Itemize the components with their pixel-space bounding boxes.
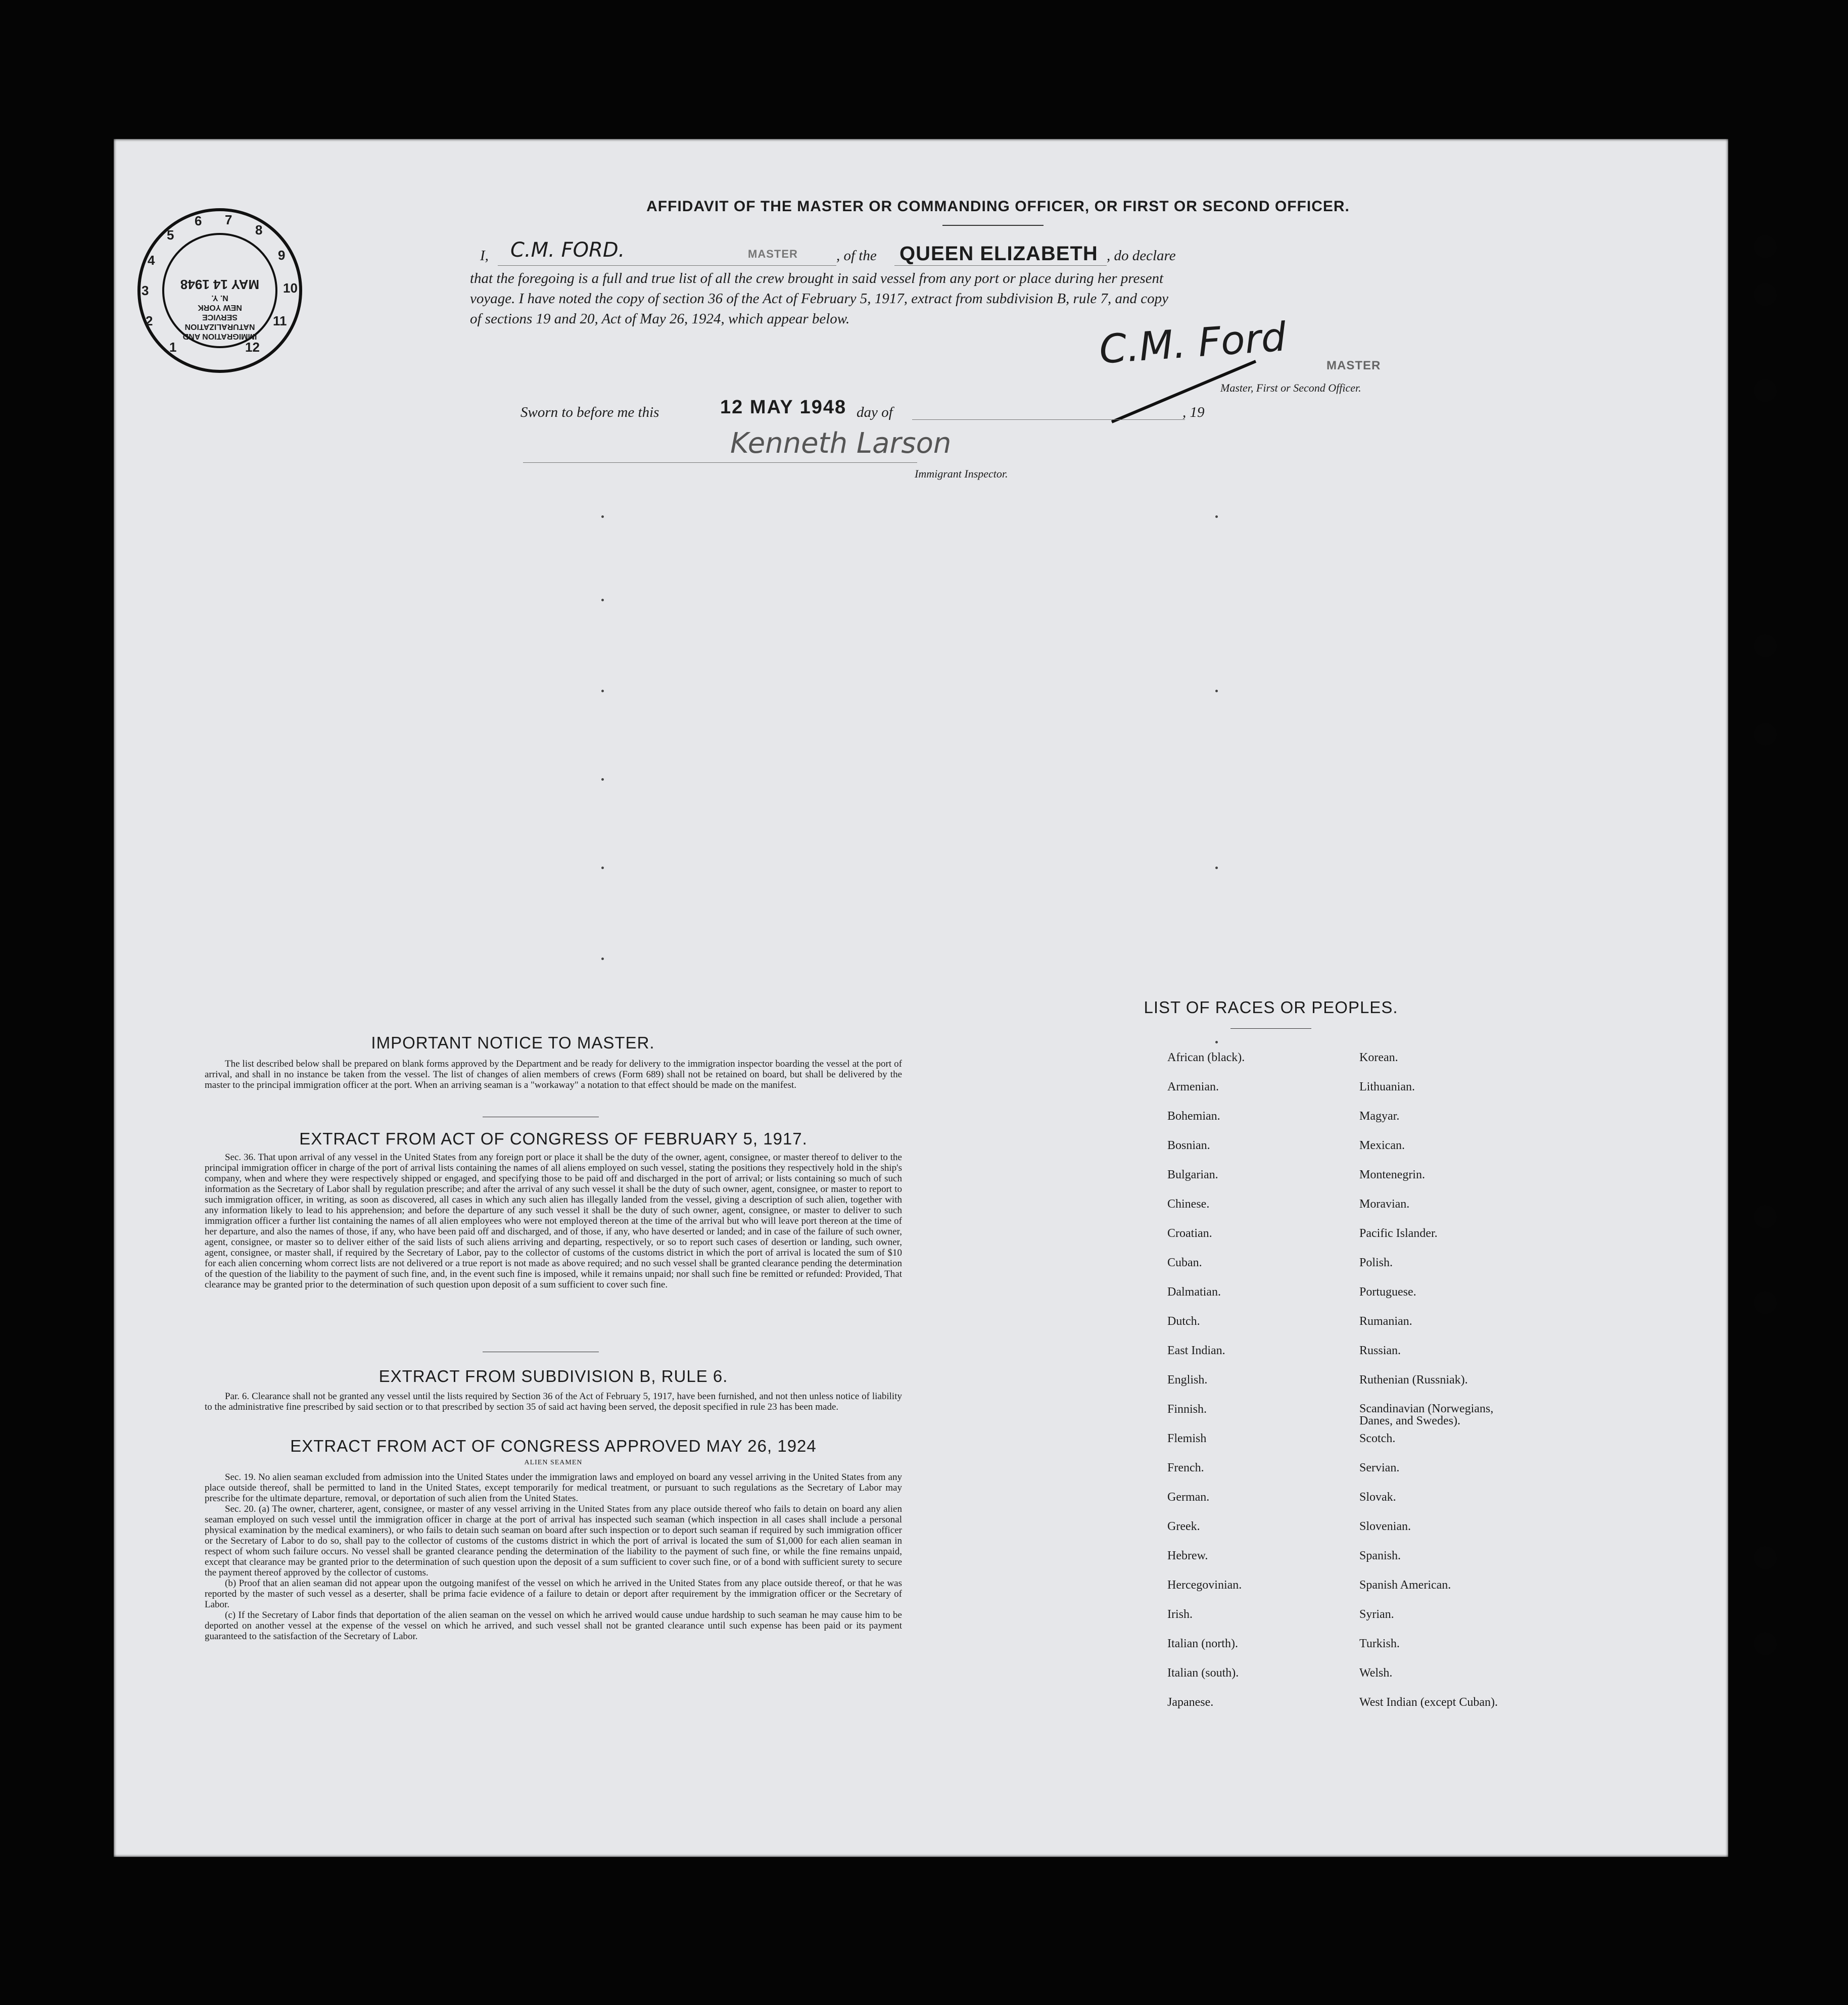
race-entry: Magyar. [1359, 1110, 1400, 1123]
race-entry: Portuguese. [1359, 1285, 1416, 1299]
races-title-underline [1230, 1028, 1311, 1029]
stamp-number: 5 [167, 227, 174, 243]
race-entry: Slovenian. [1359, 1520, 1411, 1533]
race-entry: Finnish. [1167, 1403, 1207, 1416]
bleed-through-mark [601, 867, 604, 869]
race-entry: Scotch. [1359, 1432, 1396, 1445]
stamp-number: 7 [225, 212, 232, 227]
sec-20a-text: Sec. 20. (a) The owner, charterer, agent, consignee, or master of any vessel arriving in the United States from any place outside thereof who fails to detain on board any alien seaman employed on such vessel until the immigration officer in charge at the port of arrival has inspected such seaman (which inspection in all cases shall include a personal physical examination by the medical examiners), or who fails to detain such seaman on board after such inspection or to deport such seaman if required by such immigration officer or the Secretary of Labor to do so, shall pay to the collector of customs of the customs district in which the port of arrival is located the sum of $1,000 for each alien seaman in respect of whom such failure occurs. No vessel shall be granted clearance pending the determination of the liability to the payment of such fine, or while the fine remains unpaid, except that clearance may be granted prior to the determination of such question upon the deposit of a sum sufficient to cover such fine, or of a bond with sufficient surety to secure the payment thereof approved by the collector of customs. [205, 1504, 902, 1578]
sec-20c-text: (c) If the Secretary of Labor finds that deportation of the alien seaman on the vessel on which he arrived would cause undue hardship to such seaman he may cause him to be deported on another vessel at the expense of the vessel on which he arrived, and such vessel shall not be granted clearance until such expense has been paid or its payment guaranteed to the satisfaction of the Secretary of Labor. [205, 1610, 902, 1642]
year-label: , 19 [1182, 404, 1205, 420]
perforation-hole [1754, 1291, 1777, 1314]
race-entry: West Indian (except Cuban). [1359, 1696, 1498, 1709]
bleed-through-mark [1215, 690, 1218, 692]
stamp-center-line: NATURALIZATION [184, 322, 255, 331]
subdivision-title: EXTRACT FROM SUBDIVISION B, RULE 6. [378, 1367, 728, 1386]
stamp-center-line: N. Y. [211, 294, 228, 302]
race-entry: Spanish American. [1359, 1579, 1451, 1592]
affidavit-line-2: that the foregoing is a full and true list of all the crew brought in said vessel from any port or place during her present [470, 270, 1164, 287]
perforation-hole [1754, 1632, 1777, 1655]
race-entry: Flemish [1167, 1432, 1207, 1445]
sec-19-text: Sec. 19. No alien seaman excluded from admission into the United States under the immigration laws and employed on board any vessel arriving in the United States from any place outside thereof, shall be permitted to land in the United States, except temporarily for medical treatment, or pursuant to such regulations as the Secretary of Labor may prescribe for the ultimate departure, removal, or deportation of such alien from the United States. [205, 1472, 902, 1504]
race-entry: Servian. [1359, 1461, 1400, 1474]
extract-1917-body [205, 1152, 902, 1290]
race-entry: Pacific Islander. [1359, 1227, 1438, 1240]
race-entry: Korean. [1359, 1051, 1398, 1064]
extract-1917-title: EXTRACT FROM ACT OF CONGRESS OF FEBRUARY 5, 1917. [299, 1129, 808, 1148]
race-entry: Turkish. [1359, 1637, 1400, 1650]
stamp-number: 8 [255, 222, 263, 237]
vessel-fill-line [894, 265, 1107, 266]
master-name: C.M. FORD. [510, 238, 625, 262]
bleed-through-mark [601, 515, 604, 518]
race-entry: French. [1167, 1461, 1204, 1474]
stamp-center-line: SERVICE [202, 313, 238, 321]
affidavit-title: AFFIDAVIT OF THE MASTER OR COMMANDING OFFICER, OR FIRST OR SECOND OFFICER. [646, 198, 1350, 215]
race-entry: Cuban. [1167, 1256, 1202, 1269]
race-entry: Armenian. [1167, 1080, 1219, 1093]
race-entry: Dalmatian. [1167, 1285, 1221, 1299]
races-title: LIST OF RACES OR PEOPLES. [1144, 998, 1398, 1017]
inspector-fill-line [523, 462, 917, 463]
extract-1924-body [205, 1472, 902, 1642]
stamp-center [167, 240, 273, 341]
inspector-caption: Immigrant Inspector. [915, 467, 1008, 480]
race-entry: Hercegovinian. [1167, 1579, 1242, 1592]
name-fill-line [498, 265, 836, 266]
perforation-hole [1754, 379, 1777, 402]
perforation-hole [1754, 1546, 1777, 1569]
bleed-through-mark [1215, 867, 1218, 869]
race-entry: East Indian. [1167, 1344, 1225, 1357]
race-entry: Spanish. [1359, 1549, 1401, 1562]
extract-1924-title: EXTRACT FROM ACT OF CONGRESS APPROVED MAY 26, 1924 [290, 1437, 817, 1455]
signature-rank-stamp: MASTER [1326, 359, 1381, 372]
race-entry: Bohemian. [1167, 1110, 1220, 1123]
stamp-center-line: NEW YORK [198, 303, 242, 312]
stamp-number: 11 [273, 313, 287, 328]
of-the-label: , of the [836, 248, 877, 264]
affidavit-line-1 [480, 238, 1541, 268]
signature-caption: Master, First or Second Officer. [1220, 381, 1361, 394]
i-label: I, [480, 248, 489, 264]
race-entry: Bosnian. [1167, 1139, 1210, 1152]
title-underline [942, 225, 1044, 226]
bleed-through-mark [601, 690, 604, 692]
stamp-number: 1 [169, 340, 177, 355]
sec-20b-text: (b) Proof that an alien seaman did not appear upon the outgoing manifest of the vessel on which he arrived in the United States from any place outside thereof, or that he was reported by the master of such vessel as a deserter, shall be prima facie evidence of a failure to detain or deport after requirement by the immigration officer or the Secretary of Labor. [205, 1578, 902, 1610]
race-entry: Montenegrin. [1359, 1168, 1425, 1181]
extract-1924-subtitle: ALIEN SEAMEN [524, 1459, 583, 1466]
race-entry: African (black). [1167, 1051, 1245, 1064]
perforation-hole [1754, 634, 1777, 657]
perforation-hole [1754, 723, 1777, 746]
race-entry: Slovak. [1359, 1491, 1396, 1504]
sec-36-text: That upon arrival of any vessel in the United States from any foreign port or place it shall be the duty of the owner, agent, consignee, or master thereof to deliver to the principal immigration officer in charge of the port of arrival lists containing the names of all aliens employed on such vessel, stating the positions they respectively hold in the ship's company, when and where they were respectively shipped or engaged, and specifying those to be paid off and discharged in the port of arrival; or lists containing so much of such information as the Secretary of Labor shall by regulation prescribe; and after the arrival of any such vessel it shall be the duty of such owner, agent, consignee, or master to report to such immigration officer, in writing, as soon as discovered, all cases in which any such alien has illegally landed from the vessel, giving a description of such alien, together with any information likely to lead to his apprehension; and before the departure of any such vessel it shall be the duty of such owner, agent, consignee, or master to deliver to such immigration officer a further list containing the names of all alien employees who were not employed thereon at the time of the arrival but who will leave port thereon at the time of her departure, and also the names of those, if any, who have been paid off and discharged, and of those, if any, who have deserted or landed; and in case of the failure of such owner, agent, consignee, or master so to deliver either of the said lists of such aliens arriving and departing, respectively, or so to report such cases of desertion or landing, such owner, agent, consignee, or master shall, if required by the Secretary of Labor, pay to the collector of customs of the customs district in which the port of arrival is located the sum of $10 for each alien concerning whom correct lists are not delivered or a true report is not made as above required; and no such vessel shall be granted clearance pending the determination of the question of the liability to the payment of such fine, and, in the event such fine is imposed, while it remains unpaid; nor shall such fine be remitted or refunded: Provided, That clearance may be granted prior to the determination of such question upon deposit of a sum sufficient to cover such fine. [205, 1152, 902, 1290]
race-entry: Italian (south). [1167, 1666, 1239, 1680]
race-entry: Russian. [1359, 1344, 1401, 1357]
race-entry: Italian (north). [1167, 1637, 1238, 1650]
race-entry: Bulgarian. [1167, 1168, 1218, 1181]
race-entry: Scandinavian (Norwegians, Danes, and Swedes). [1359, 1402, 1494, 1427]
race-entry: Croatian. [1167, 1227, 1212, 1240]
stamp-number: 4 [148, 253, 155, 268]
document-page [114, 139, 1728, 1857]
race-entry: Ruthenian (Russniak). [1359, 1373, 1468, 1387]
vessel-name: QUEEN ELIZABETH [899, 243, 1098, 265]
do-declare-label: , do declare [1107, 248, 1176, 264]
bleed-through-mark [601, 778, 604, 781]
rank-stamp: MASTER [748, 248, 798, 260]
stamp-number: 12 [245, 340, 260, 355]
stamp-date: MAY 14 1948 [180, 277, 260, 292]
perforation-hole [1754, 1205, 1777, 1228]
race-entry: Welsh. [1359, 1666, 1393, 1680]
bleed-through-mark [1215, 1041, 1218, 1043]
race-entry: Moravian. [1359, 1198, 1410, 1211]
race-entry: Chinese. [1167, 1198, 1210, 1211]
stamp-number: 2 [146, 313, 153, 328]
race-entry: Irish. [1167, 1608, 1193, 1621]
par-6-label: Par. 6. [225, 1391, 250, 1402]
race-entry: Polish. [1359, 1256, 1393, 1269]
race-entry: Mexican. [1359, 1139, 1405, 1152]
stamp-number: 6 [195, 213, 202, 228]
sec-36-label: Sec. 36. [225, 1152, 256, 1163]
bleed-through-mark [601, 599, 604, 601]
stamp-number: 10 [283, 280, 298, 296]
race-entry: English. [1167, 1373, 1208, 1387]
sworn-date-stamp: 12 MAY 1948 [720, 397, 847, 418]
race-entry: German. [1167, 1491, 1210, 1504]
stamp-number: 9 [278, 248, 286, 263]
notice-body: The list described below shall be prepared on blank forms approved by the Department and be ready for delivery to the immigration inspector boarding the vessel at the port of arrival, and shall in no instance be taken from the vessel. The list of changes of alien members of crews (Form 689) shall not be retained on board, but shall be delivered by the master to the principal immigration officer at the port. When an arriving seaman is a "workaway" a notation to that effect should be made on the manifest. [205, 1059, 902, 1090]
perforation-hole [1754, 283, 1777, 306]
stamp-center-line: IMMIGRATION AND [182, 332, 257, 341]
stamp-number: 3 [141, 283, 149, 298]
inspector-signature: Kenneth Larson [730, 427, 952, 460]
race-entry: Lithuanian. [1359, 1080, 1415, 1093]
perforation-hole [1754, 235, 1777, 258]
affidavit-line-4: of sections 19 and 20, Act of May 26, 1924, which appear below. [470, 311, 850, 327]
race-entry: Dutch. [1167, 1315, 1200, 1328]
par-6-text: Clearance shall not be granted any vessel until the lists required by Section 36 of the Act of February 5, 1917, have been furnished, and not then unless notice of liability to the administrative fine prescribed by said section or to that prescribed by section 35 of said act having been served, the deposit specified in rule 23 has been made. [205, 1391, 902, 1412]
race-entry: Hebrew. [1167, 1549, 1208, 1562]
master-signature: C.M. Ford [1098, 314, 1288, 373]
sworn-label: Sworn to before me this [520, 404, 659, 420]
day-of-label: day of [857, 404, 893, 420]
bleed-through-mark [1215, 515, 1218, 518]
race-entry: Greek. [1167, 1520, 1200, 1533]
month-fill-line [912, 419, 1185, 420]
bleed-through-mark [601, 958, 604, 960]
affidavit-line-3: voyage. I have noted the copy of section 36 of the Act of February 5, 1917, extract from subdivision B, rule 7, and copy [470, 291, 1169, 307]
notice-title: IMPORTANT NOTICE TO MASTER. [371, 1033, 655, 1052]
race-entry: Syrian. [1359, 1608, 1394, 1621]
race-entry: Rumanian. [1359, 1315, 1412, 1328]
race-entry: Japanese. [1167, 1696, 1214, 1709]
subdivision-body [205, 1391, 902, 1412]
